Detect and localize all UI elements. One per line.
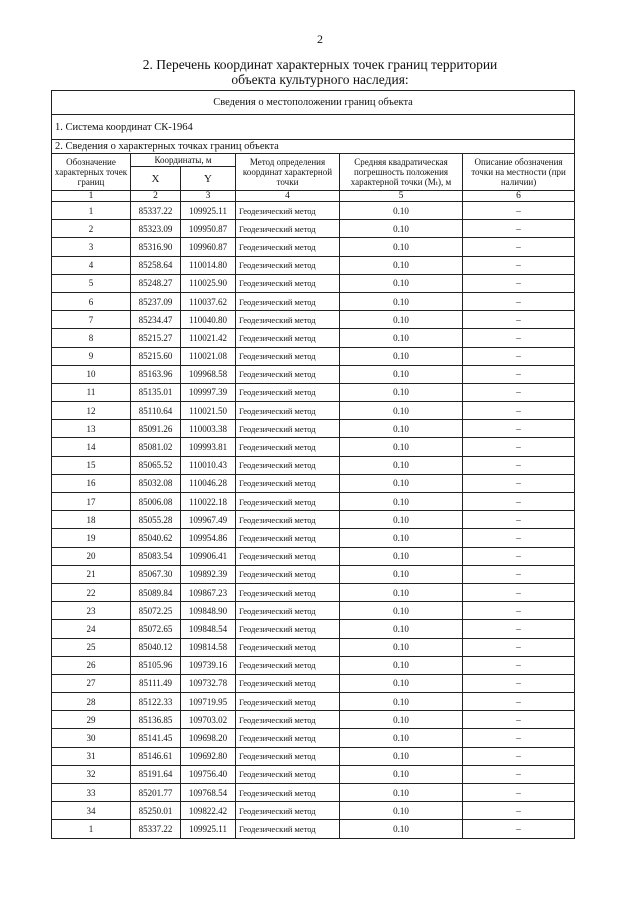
table-row <box>52 474 575 492</box>
accuracy-cell: 0.10 <box>340 693 463 711</box>
x-coordinate-cell: 85055.28 <box>131 511 181 529</box>
point-number-cell: 13 <box>52 420 131 438</box>
column-number: 4 <box>236 191 340 202</box>
table-row <box>52 511 575 529</box>
point-number-cell: 34 <box>52 802 131 820</box>
y-coordinate-cell: 110046.28 <box>181 474 236 492</box>
point-number-cell: 26 <box>52 656 131 674</box>
accuracy-cell: 0.10 <box>340 638 463 656</box>
table-row <box>52 420 575 438</box>
description-cell: – <box>463 238 575 256</box>
point-number-cell: 18 <box>52 511 131 529</box>
y-coordinate-cell: 109925.11 <box>181 820 236 838</box>
method-cell: Геодезический метод <box>236 511 340 529</box>
point-number-cell: 7 <box>52 311 131 329</box>
accuracy-cell: 0.10 <box>340 511 463 529</box>
y-coordinate-cell: 109925.11 <box>181 202 236 220</box>
table-row <box>52 565 575 583</box>
page-title <box>0 57 640 87</box>
x-coordinate-cell: 85067.30 <box>131 565 181 583</box>
method-cell: Геодезический метод <box>236 583 340 601</box>
method-cell: Геодезический метод <box>236 638 340 656</box>
point-number-cell: 11 <box>52 383 131 401</box>
description-cell: – <box>463 402 575 420</box>
x-coordinate-cell: 85072.65 <box>131 620 181 638</box>
table-row <box>52 802 575 820</box>
point-number-cell: 21 <box>52 565 131 583</box>
y-coordinate-cell: 109954.86 <box>181 529 236 547</box>
accuracy-cell: 0.10 <box>340 802 463 820</box>
method-cell: Геодезический метод <box>236 565 340 583</box>
description-cell: – <box>463 365 575 383</box>
x-coordinate-cell: 85040.12 <box>131 638 181 656</box>
x-coordinate-cell: 85237.09 <box>131 292 181 310</box>
method-cell: Геодезический метод <box>236 311 340 329</box>
point-number-cell: 2 <box>52 220 131 238</box>
x-coordinate-cell: 85122.33 <box>131 693 181 711</box>
method-cell: Геодезический метод <box>236 747 340 765</box>
table-row <box>52 493 575 511</box>
table-row <box>52 202 575 220</box>
x-coordinate-cell: 85110.64 <box>131 402 181 420</box>
x-coordinate-cell: 85105.96 <box>131 656 181 674</box>
table-row <box>52 620 575 638</box>
description-cell: – <box>463 274 575 292</box>
point-number-cell: 16 <box>52 474 131 492</box>
y-coordinate-cell: 109692.80 <box>181 747 236 765</box>
method-cell: Геодезический метод <box>236 620 340 638</box>
y-coordinate-cell: 109848.54 <box>181 620 236 638</box>
table-row <box>52 365 575 383</box>
method-cell: Геодезический метод <box>236 347 340 365</box>
point-number-cell: 6 <box>52 292 131 310</box>
description-cell: – <box>463 202 575 220</box>
y-coordinate-cell: 109993.81 <box>181 438 236 456</box>
y-coordinate-cell: 110022.18 <box>181 493 236 511</box>
description-cell: – <box>463 529 575 547</box>
x-coordinate-cell: 85323.09 <box>131 220 181 238</box>
method-cell: Геодезический метод <box>236 474 340 492</box>
method-cell: Геодезический метод <box>236 383 340 401</box>
method-cell: Геодезический метод <box>236 220 340 238</box>
y-coordinate-cell: 109867.23 <box>181 583 236 601</box>
y-coordinate-cell: 110021.42 <box>181 329 236 347</box>
point-number-cell: 31 <box>52 747 131 765</box>
method-cell: Геодезический метод <box>236 256 340 274</box>
table-row <box>52 674 575 692</box>
point-number-cell: 14 <box>52 438 131 456</box>
point-number-cell: 27 <box>52 674 131 692</box>
accuracy-cell: 0.10 <box>340 420 463 438</box>
coordinate-system: 1. Система координат СК-1964 <box>52 115 575 140</box>
table-row <box>52 402 575 420</box>
accuracy-cell: 0.10 <box>340 220 463 238</box>
table-row <box>52 347 575 365</box>
y-coordinate-cell: 110021.50 <box>181 402 236 420</box>
method-cell: Геодезический метод <box>236 656 340 674</box>
x-coordinate-cell: 85191.64 <box>131 765 181 783</box>
point-number-cell: 24 <box>52 620 131 638</box>
column-number: 2 <box>131 191 181 202</box>
accuracy-cell: 0.10 <box>340 347 463 365</box>
y-coordinate-cell: 109906.41 <box>181 547 236 565</box>
point-number-cell: 1 <box>52 820 131 838</box>
method-cell: Геодезический метод <box>236 202 340 220</box>
description-cell: – <box>463 583 575 601</box>
y-coordinate-cell: 109719.95 <box>181 693 236 711</box>
y-coordinate-cell: 110010.43 <box>181 456 236 474</box>
y-coordinate-cell: 109756.40 <box>181 765 236 783</box>
table-row <box>52 820 575 838</box>
column-numbers-row <box>52 191 575 202</box>
point-number-cell: 12 <box>52 402 131 420</box>
method-cell: Геодезический метод <box>236 784 340 802</box>
description-cell: – <box>463 511 575 529</box>
table-row <box>52 220 575 238</box>
page-number: 2 <box>317 32 323 46</box>
x-coordinate-cell: 85146.61 <box>131 747 181 765</box>
accuracy-cell: 0.10 <box>340 365 463 383</box>
description-cell: – <box>463 547 575 565</box>
accuracy-cell: 0.10 <box>340 383 463 401</box>
table-row <box>52 383 575 401</box>
table-row <box>52 329 575 347</box>
point-number-cell: 19 <box>52 529 131 547</box>
x-coordinate-cell: 85032.08 <box>131 474 181 492</box>
accuracy-cell: 0.10 <box>340 202 463 220</box>
x-coordinate-cell: 85072.25 <box>131 602 181 620</box>
point-number-cell: 25 <box>52 638 131 656</box>
method-cell: Геодезический метод <box>236 292 340 310</box>
y-coordinate-cell: 110014.80 <box>181 256 236 274</box>
x-coordinate-cell: 85215.27 <box>131 329 181 347</box>
accuracy-cell: 0.10 <box>340 274 463 292</box>
point-number-cell: 8 <box>52 329 131 347</box>
point-number-cell: 3 <box>52 238 131 256</box>
x-coordinate-cell: 85337.22 <box>131 202 181 220</box>
description-cell: – <box>463 656 575 674</box>
accuracy-cell: 0.10 <box>340 529 463 547</box>
table-row <box>52 711 575 729</box>
y-coordinate-cell: 109967.49 <box>181 511 236 529</box>
description-cell: – <box>463 802 575 820</box>
col-x-header: X <box>131 167 181 191</box>
point-number-cell: 4 <box>52 256 131 274</box>
accuracy-cell: 0.10 <box>340 565 463 583</box>
method-cell: Геодезический метод <box>236 765 340 783</box>
section-header: Сведения о местоположении границ объекта <box>52 91 575 115</box>
accuracy-cell: 0.10 <box>340 547 463 565</box>
method-cell: Геодезический метод <box>236 802 340 820</box>
y-coordinate-cell: 109892.39 <box>181 565 236 583</box>
point-number-cell: 20 <box>52 547 131 565</box>
y-coordinate-cell: 109732.78 <box>181 674 236 692</box>
method-cell: Геодезический метод <box>236 365 340 383</box>
x-coordinate-cell: 85141.45 <box>131 729 181 747</box>
accuracy-cell: 0.10 <box>340 583 463 601</box>
table-row <box>52 438 575 456</box>
method-cell: Геодезический метод <box>236 693 340 711</box>
method-cell: Геодезический метод <box>236 602 340 620</box>
description-cell: – <box>463 474 575 492</box>
method-cell: Геодезический метод <box>236 456 340 474</box>
method-cell: Геодезический метод <box>236 820 340 838</box>
accuracy-cell: 0.10 <box>340 729 463 747</box>
method-cell: Геодезический метод <box>236 274 340 292</box>
table-row <box>52 547 575 565</box>
y-coordinate-cell: 110040.80 <box>181 311 236 329</box>
y-coordinate-cell: 109950.87 <box>181 220 236 238</box>
x-coordinate-cell: 85258.64 <box>131 256 181 274</box>
column-number: 1 <box>52 191 131 202</box>
col-coordinates-header: Координаты, м <box>131 154 236 167</box>
point-number-cell: 22 <box>52 583 131 601</box>
table-row <box>52 292 575 310</box>
description-cell: – <box>463 220 575 238</box>
description-cell: – <box>463 638 575 656</box>
description-cell: – <box>463 311 575 329</box>
description-cell: – <box>463 693 575 711</box>
col-method-header: Метод определения координат характерной точки <box>236 154 340 191</box>
table-row <box>52 456 575 474</box>
y-coordinate-cell: 109822.42 <box>181 802 236 820</box>
description-cell: – <box>463 493 575 511</box>
accuracy-cell: 0.10 <box>340 784 463 802</box>
accuracy-cell: 0.10 <box>340 602 463 620</box>
point-number-cell: 10 <box>52 365 131 383</box>
accuracy-cell: 0.10 <box>340 620 463 638</box>
point-number-cell: 33 <box>52 784 131 802</box>
table-row <box>52 529 575 547</box>
method-cell: Геодезический метод <box>236 420 340 438</box>
point-number-cell: 17 <box>52 493 131 511</box>
table-row <box>52 256 575 274</box>
x-coordinate-cell: 85248.27 <box>131 274 181 292</box>
accuracy-cell: 0.10 <box>340 292 463 310</box>
x-coordinate-cell: 85111.49 <box>131 674 181 692</box>
method-cell: Геодезический метод <box>236 329 340 347</box>
description-cell: – <box>463 292 575 310</box>
accuracy-cell: 0.10 <box>340 656 463 674</box>
x-coordinate-cell: 85135.01 <box>131 383 181 401</box>
x-coordinate-cell: 85234.47 <box>131 311 181 329</box>
accuracy-cell: 0.10 <box>340 256 463 274</box>
col-accuracy-header: Средняя квадратическая погрешность положения характерной точки (Mₜ), м <box>340 154 463 191</box>
table-row <box>52 638 575 656</box>
table-row <box>52 784 575 802</box>
table-row <box>52 274 575 292</box>
column-number: 3 <box>181 191 236 202</box>
method-cell: Геодезический метод <box>236 238 340 256</box>
description-cell: – <box>463 420 575 438</box>
description-cell: – <box>463 602 575 620</box>
col-y-header: Y <box>181 167 236 191</box>
description-cell: – <box>463 765 575 783</box>
x-coordinate-cell: 85316.90 <box>131 238 181 256</box>
x-coordinate-cell: 85091.26 <box>131 420 181 438</box>
table-row <box>52 747 575 765</box>
description-cell: – <box>463 565 575 583</box>
y-coordinate-cell: 109703.02 <box>181 711 236 729</box>
method-cell: Геодезический метод <box>236 493 340 511</box>
method-cell: Геодезический метод <box>236 729 340 747</box>
accuracy-cell: 0.10 <box>340 311 463 329</box>
description-cell: – <box>463 820 575 838</box>
point-number-cell: 23 <box>52 602 131 620</box>
x-coordinate-cell: 85201.77 <box>131 784 181 802</box>
point-number-cell: 15 <box>52 456 131 474</box>
y-coordinate-cell: 109698.20 <box>181 729 236 747</box>
description-cell: – <box>463 711 575 729</box>
accuracy-cell: 0.10 <box>340 402 463 420</box>
y-coordinate-cell: 109814.58 <box>181 638 236 656</box>
point-number-cell: 28 <box>52 693 131 711</box>
x-coordinate-cell: 85136.85 <box>131 711 181 729</box>
col-designation-header: Обозначение характерных точек границ <box>52 154 131 191</box>
description-cell: – <box>463 329 575 347</box>
column-number: 6 <box>463 191 575 202</box>
y-coordinate-cell: 109768.54 <box>181 784 236 802</box>
table-row <box>52 602 575 620</box>
accuracy-cell: 0.10 <box>340 765 463 783</box>
y-coordinate-cell: 109848.90 <box>181 602 236 620</box>
col-description-header: Описание обозначения точки на местности (при наличии) <box>463 154 575 191</box>
x-coordinate-cell: 85089.84 <box>131 583 181 601</box>
y-coordinate-cell: 110003.38 <box>181 420 236 438</box>
coordinates-table <box>51 90 575 839</box>
accuracy-cell: 0.10 <box>340 747 463 765</box>
title-line-1: 2. Перечень координат характерных точек границ территории <box>142 57 498 72</box>
y-coordinate-cell: 109960.87 <box>181 238 236 256</box>
x-coordinate-cell: 85337.22 <box>131 820 181 838</box>
description-cell: – <box>463 620 575 638</box>
method-cell: Геодезический метод <box>236 711 340 729</box>
description-cell: – <box>463 674 575 692</box>
table-row <box>52 311 575 329</box>
description-cell: – <box>463 347 575 365</box>
y-coordinate-cell: 109739.16 <box>181 656 236 674</box>
method-cell: Геодезический метод <box>236 402 340 420</box>
point-number-cell: 5 <box>52 274 131 292</box>
method-cell: Геодезический метод <box>236 438 340 456</box>
y-coordinate-cell: 110025.90 <box>181 274 236 292</box>
method-cell: Геодезический метод <box>236 674 340 692</box>
accuracy-cell: 0.10 <box>340 820 463 838</box>
description-cell: – <box>463 256 575 274</box>
column-number: 5 <box>340 191 463 202</box>
table-row <box>52 656 575 674</box>
accuracy-cell: 0.10 <box>340 493 463 511</box>
table-row <box>52 238 575 256</box>
accuracy-cell: 0.10 <box>340 711 463 729</box>
table-row <box>52 583 575 601</box>
description-cell: – <box>463 383 575 401</box>
description-cell: – <box>463 784 575 802</box>
accuracy-cell: 0.10 <box>340 238 463 256</box>
method-cell: Геодезический метод <box>236 547 340 565</box>
accuracy-cell: 0.10 <box>340 456 463 474</box>
description-cell: – <box>463 456 575 474</box>
table-row <box>52 765 575 783</box>
points-header: 2. Сведения о характерных точках границ объекта <box>52 140 575 154</box>
accuracy-cell: 0.10 <box>340 474 463 492</box>
point-number-cell: 1 <box>52 202 131 220</box>
x-coordinate-cell: 85163.96 <box>131 365 181 383</box>
point-number-cell: 9 <box>52 347 131 365</box>
y-coordinate-cell: 110037.62 <box>181 292 236 310</box>
y-coordinate-cell: 109997.39 <box>181 383 236 401</box>
x-coordinate-cell: 85006.08 <box>131 493 181 511</box>
title-line-2: объекта культурного наследия: <box>231 72 409 87</box>
point-number-cell: 29 <box>52 711 131 729</box>
x-coordinate-cell: 85215.60 <box>131 347 181 365</box>
x-coordinate-cell: 85065.52 <box>131 456 181 474</box>
x-coordinate-cell: 85081.02 <box>131 438 181 456</box>
x-coordinate-cell: 85040.62 <box>131 529 181 547</box>
method-cell: Геодезический метод <box>236 529 340 547</box>
description-cell: – <box>463 729 575 747</box>
accuracy-cell: 0.10 <box>340 674 463 692</box>
x-coordinate-cell: 85250.01 <box>131 802 181 820</box>
point-number-cell: 30 <box>52 729 131 747</box>
y-coordinate-cell: 109968.58 <box>181 365 236 383</box>
point-number-cell: 32 <box>52 765 131 783</box>
table-row <box>52 729 575 747</box>
description-cell: – <box>463 747 575 765</box>
y-coordinate-cell: 110021.08 <box>181 347 236 365</box>
accuracy-cell: 0.10 <box>340 438 463 456</box>
table-row <box>52 693 575 711</box>
accuracy-cell: 0.10 <box>340 329 463 347</box>
x-coordinate-cell: 85083.54 <box>131 547 181 565</box>
description-cell: – <box>463 438 575 456</box>
